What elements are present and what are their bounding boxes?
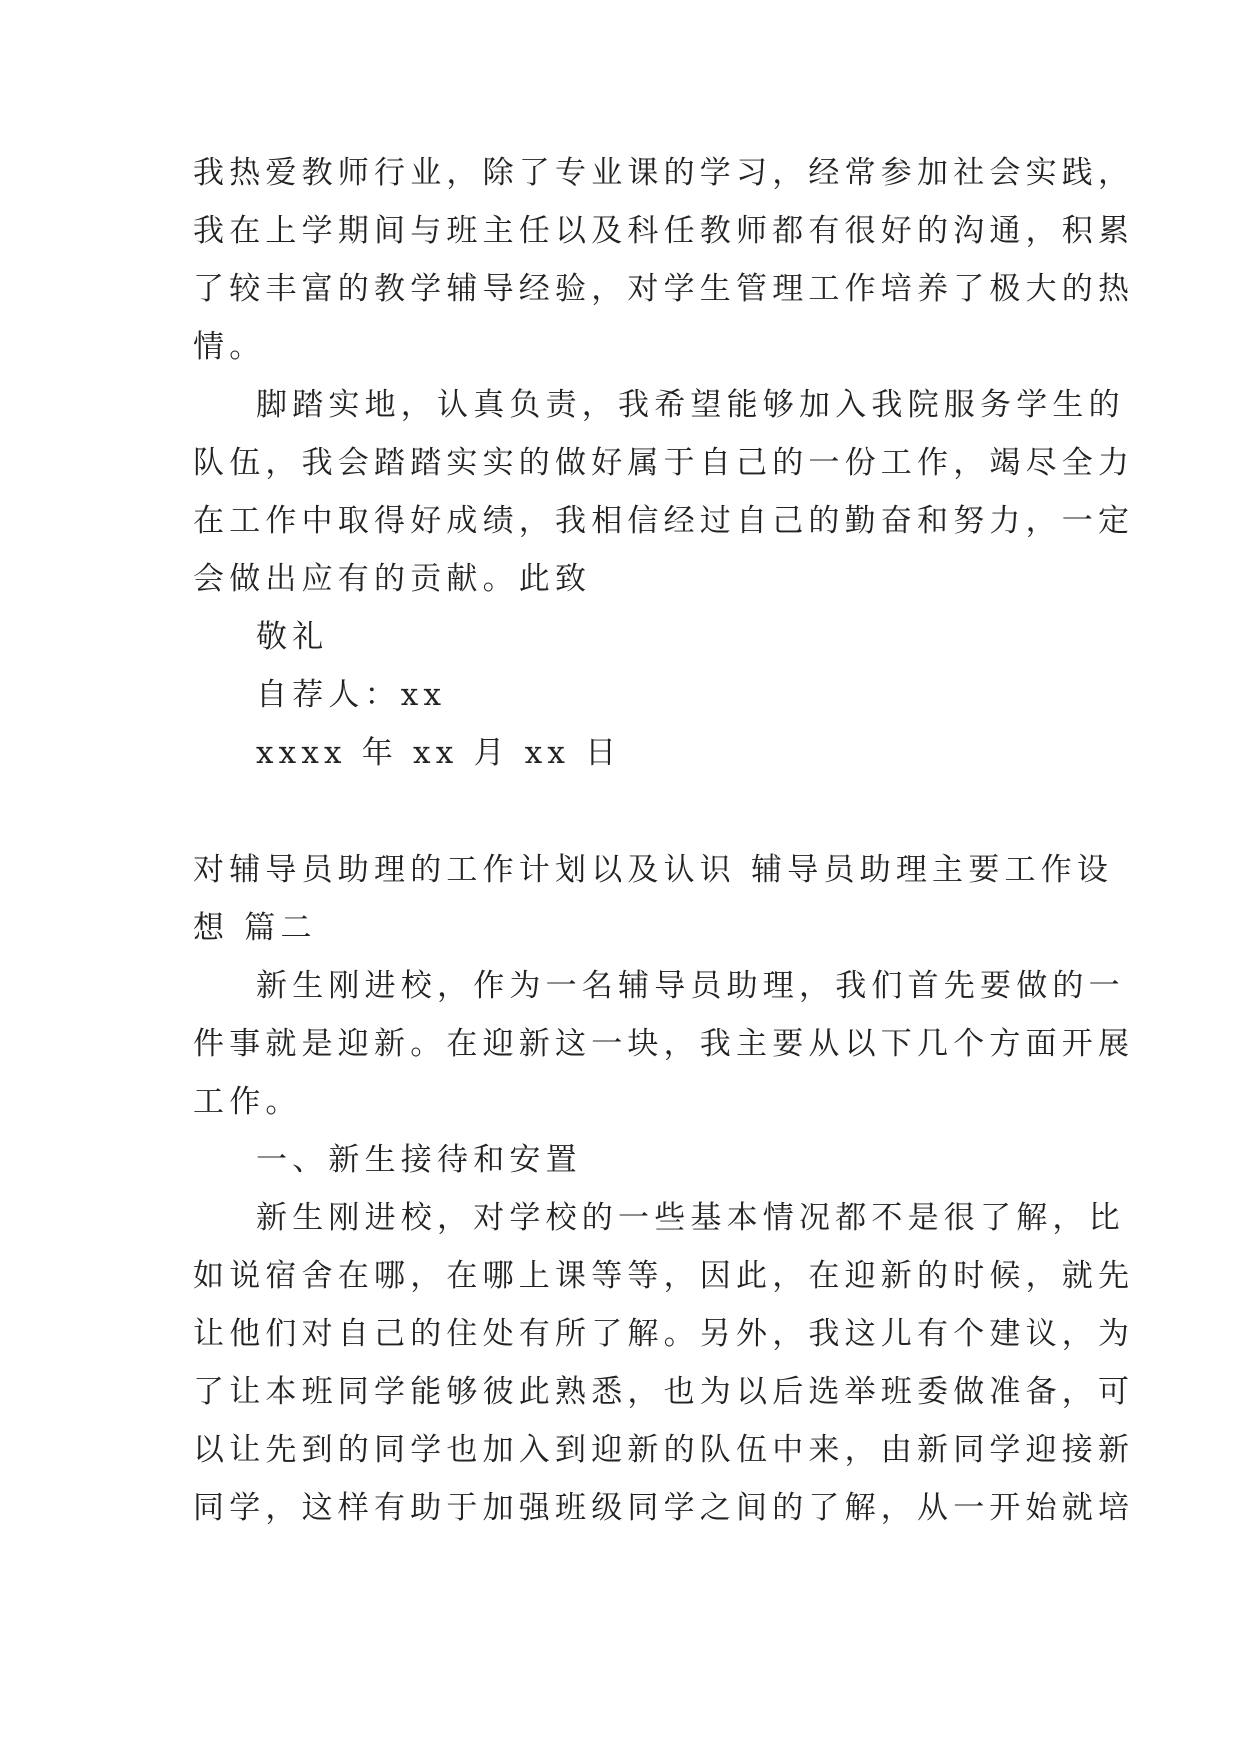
- closing-salutation: 敬礼: [256, 619, 329, 655]
- paragraph-line: 让他们对自己的住处有所了解。另外，我这儿有个建议，为: [193, 1316, 1135, 1352]
- paragraph-line: 我热爱教师行业，除了专业课的学习，经常参加社会实践，: [193, 155, 1135, 191]
- paragraph-line: 队伍，我会踏踏实实的做好属于自己的一份工作，竭尽全力: [193, 445, 1135, 481]
- paragraph-line: 件事就是迎新。在迎新这一块，我主要从以下几个方面开展: [193, 1026, 1135, 1062]
- paragraph-line: 会做出应有的贡献。此致: [193, 561, 592, 597]
- paragraph-line: 我在上学期间与班主任以及科任教师都有很好的沟通，积累: [193, 213, 1135, 249]
- paragraph-line: 情。: [193, 329, 266, 365]
- paragraph-line: 在工作中取得好成绩，我相信经过自己的勤奋和努力，一定: [193, 503, 1135, 539]
- paragraph-line: 工作。: [193, 1084, 302, 1120]
- date-line: xxxx 年 xx 月 xx 日: [256, 735, 622, 771]
- paragraph-line: 了较丰富的教学辅导经验，对学生管理工作培养了极大的热: [193, 271, 1135, 307]
- subheading: 一、新生接待和安置: [256, 1142, 582, 1178]
- section-heading: 对辅导员助理的工作计划以及认识 辅导员助理主要工作设: [193, 852, 1114, 888]
- paragraph-line: 如说宿舍在哪，在哪上课等等，因此，在迎新的时候，就先: [193, 1258, 1135, 1294]
- section-heading: 想 篇二: [193, 910, 317, 946]
- paragraph-line: 了让本班同学能够彼此熟悉，也为以后选举班委做准备，可: [193, 1374, 1135, 1410]
- paragraph-line: 同学，这样有助于加强班级同学之间的了解，从一开始就培: [193, 1490, 1135, 1526]
- paragraph-line: 以让先到的同学也加入到迎新的队伍中来，由新同学迎接新: [193, 1432, 1135, 1468]
- paragraph-line: 新生刚进校，作为一名辅导员助理，我们首先要做的一: [256, 968, 1125, 1004]
- paragraph-line: 脚踏实地，认真负责，我希望能够加入我院服务学生的: [256, 387, 1125, 423]
- paragraph-line: 新生刚进校，对学校的一些基本情况都不是很了解，比: [256, 1200, 1125, 1236]
- signature-line: 自荐人：xx: [256, 677, 447, 713]
